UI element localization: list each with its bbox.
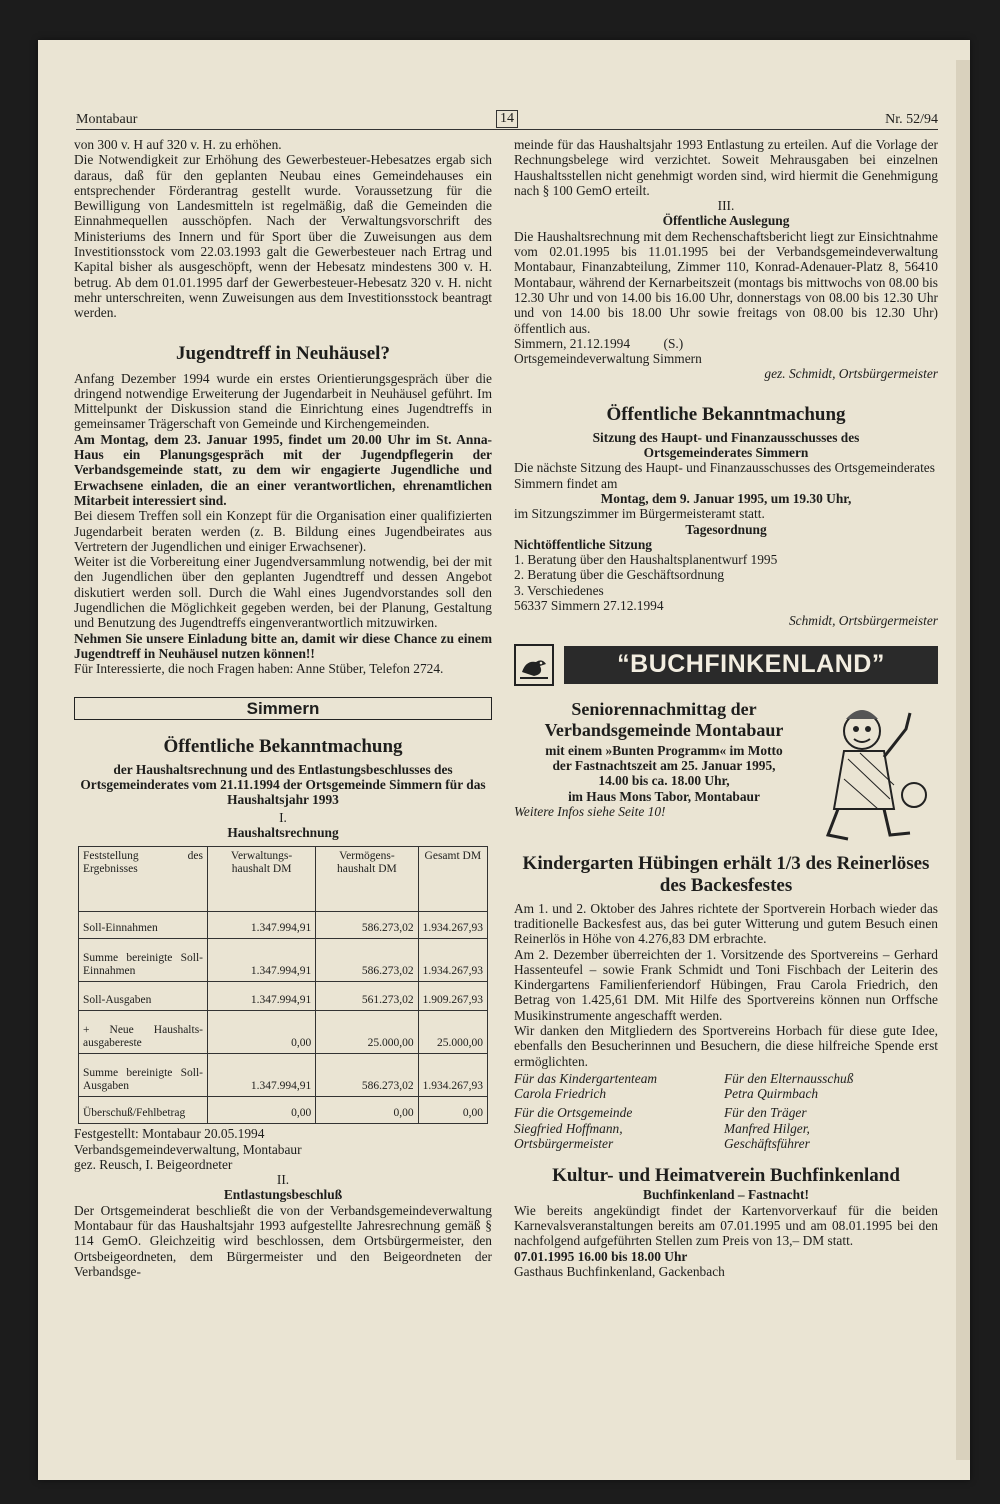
sitzung-date: Montag, dem 9. Januar 1995, um 19.30 Uhr, [600,490,852,506]
jugendtreff-p5: Nehmen Sie unsere Einladung bitte an, damit wir diese Chance zu einem Jugendtreff in Neuhäusel nutzen können!! [74,630,492,661]
kultur-subtitle: Buchfinkenland – Fastnacht! [643,1187,809,1203]
table-cell: Überschuß/Fehlbetrag [79,1097,208,1124]
clown-illustration-icon [814,699,934,845]
tagesordnung-heading: Tagesordnung [685,521,767,537]
entlastung-heading: Entlastungsbeschluß [223,1187,343,1203]
agenda-item: 1. Beratung über den Haushaltsplanentwurf 1995 [514,552,778,568]
roman-i: I. [279,809,287,825]
bekanntmachung-2-title: Öffentliche Bekanntmachung [606,403,846,425]
signature-title: Geschäftsführer [724,1136,810,1152]
jugendtreff-p2: Am Montag, dem 23. Januar 1995, findet um 20.00 Uhr im St. Anna-Haus ein Planungsgespräch mit der Jugendpflegerin der Verbandsgemeinde statt, zu dem wir engagierte Jugendliche und Erwachsene einladen, die an einer verantwortlichen, ehrenamtlichen Mitarbeit interessiert sind. [74,431,492,508]
right-column [514,137,938,1279]
page-edge [956,60,970,1460]
bekanntmachung-2-p1: Die nächste Sitzung des Haupt- und Finanzausschusses des Ortsgemeinderates Simmern findet am [514,460,935,491]
bekanntmachung-2-signature: Schmidt, Ortsbürgermeister [788,613,938,629]
page-header [76,110,938,132]
table-row [79,1097,488,1124]
haushalt-table [78,846,488,1124]
signature-name: Manfred Hilger, [724,1120,810,1136]
senioren-line: 14.00 bis ca. 18.00 Uhr, [598,773,730,789]
table-cell: 1.347.994,91 [208,1054,316,1097]
table-cell: 0,00 [208,1097,316,1124]
kindergarten-p1: Am 1. und 2. Oktober des Jahres richtete der Sportverein Horbach wieder das traditionelle Backesfest aus, das bei guter Witterung und gutem Besuch einen Reinerlös in Höhe von 4.276,83 DM erbrachte. [514,900,938,947]
kultur-paragraph: Wie bereits angekündigt findet der Kartenvorverkauf für die beiden Karnevalsveranstaltungen bereits am 07.01.1995 und am 08.01.1995 bei den nachfolgend aufgeführten Stellen zum Preis von 13,– DM statt. [514,1202,938,1249]
signature-block [514,1071,724,1102]
roman-ii: II. [276,1172,290,1188]
festgestellt-sign: gez. Reusch, I. Beigeordneter [74,1156,233,1172]
intro-line: von 300 v. H auf 320 v. H. zu erhöhen. [74,137,282,152]
bekanntmachung-2-subtitle: Sitzung des Haupt- und Finanzausschusses des Ortsgemeinderates Simmern [592,429,860,461]
table-cell: 1.347.994,91 [208,939,316,982]
table-cell: + Neue Haushalts-ausgabereste [79,1011,208,1054]
table-cell: Summe bereinigte Soll-Einnahmen [79,939,208,982]
kultur-place: Gasthaus Buchfinkenland, Gackenbach [514,1263,725,1279]
jugendtreff-p6: Für Interessierte, die noch Fragen haben: Anne Stüber, Telefon 2724. [74,661,444,677]
table-cell: 1.347.994,91 [208,982,316,1011]
kultur-title: Kultur- und Heimatverein Buchfinkenland [552,1165,900,1187]
kindergarten-p3: Wir danken den Mitgliedern des Sportvereins Horbach für diese gute Idee, ebenfalls den Besucherinnen und Besuchern, die diese hilfreiche Spende erst ermöglichten. [514,1022,938,1069]
senioren-hint: Weitere Infos siehe Seite 10! [514,803,666,819]
auslegung-place: Simmern, 21.12.1994 (S.) [514,335,684,351]
table-header-row [79,847,488,912]
table-cell: 1.347.994,91 [208,912,316,939]
bekanntmachung-1-title: Öffentliche Bekanntmachung [163,735,403,757]
table-cell: 586.273,02 [316,912,418,939]
page-number: 14 [496,110,518,128]
issue-number: Nr. 52/94 [885,112,938,127]
auslegung-signature: gez. Schmidt, Ortsbürgermeister [764,366,938,382]
signature-role: Für die Ortsgemeinde [514,1105,633,1121]
table-header-cell: Vermögens-haushalt DM [316,847,418,912]
senioren-line: mit einem »Bunten Programm« im Motto [545,742,783,758]
table-cell: 561.273,02 [316,982,418,1011]
table-cell: 586.273,02 [316,939,418,982]
signature-name: Siegfried Hoffmann, [514,1120,623,1136]
table-cell: 0,00 [208,1011,316,1054]
table-cell: Summe bereinigte Soll-Ausgaben [79,1054,208,1097]
entlastung-paragraph: Der Ortsgemeinderat beschließt die von der Verbandsgemeindeverwaltung Montabaur für das Haushaltsjahr 1993 aufgestellte Jahresrechnung gemäß § 114 GemO. Gleichzeitig wird beschlossen, dem Ortsbürgermeister, den Ortsbeigeordneten, dem Bürgermeister und den Beigeordneten der Verbandsge- [74,1202,492,1279]
table-cell: 1.934.267,93 [418,912,487,939]
table-cell: Soll-Ausgaben [79,982,208,1011]
kindergarten-title: Kindergarten Hübingen erhält 1/3 des Reinerlöses des Backesfestes [522,852,930,896]
senioren-text [514,699,814,819]
signature-block [724,1105,934,1151]
senioren-title-1: Seniorennachmittag der [571,698,757,719]
bekanntmachung-2-p2: im Sitzungszimmer im Bürgermeisteramt statt. [514,506,765,522]
buchfinkenland-banner [514,645,938,685]
bekanntmachung-2-place: 56337 Simmern 27.12.1994 [514,598,664,614]
table-cell: 0,00 [316,1097,418,1124]
auslegung-heading: Öffentliche Auslegung [662,213,790,229]
signature-block [724,1071,934,1102]
bekanntmachung-1-subtitle: der Haushaltsrechnung und des Entlastungsbeschlusses des Ortsgemeinderates vom 21.11.1994 der Ortsgemeinde Simmern für das Haushaltsjahr 1993 [80,761,486,808]
table-row [79,912,488,939]
kindergarten-p2: Am 2. Dezember überreichten der 1. Vorsitzende des Sportvereins – Gerhard Hassenteufel – sowie Frank Schmidt und Toni Fischbach der Leiterin des Kindergartens Familienferiendorf Hübingen, Frau Carola Friedrich, den Betrag von 1.425,61 DM. Mit Hilfe des Sportvereins können nun Orffsche Musikinstrumente angeschafft werden. [514,946,938,1023]
festgestellt-line: Festgestellt: Montabaur 20.05.1994 [74,1126,265,1142]
haushaltsrechnung-heading: Haushaltsrechnung [227,824,339,840]
agenda-item: 2. Beratung über die Geschäftsordnung [514,567,725,583]
table-row [79,939,488,982]
table-cell: 25.000,00 [418,1011,487,1054]
section-box-simmern: Simmern [74,697,492,720]
signature-row [514,1105,938,1151]
senioren-line: der Fastnachtszeit am 25. Januar 1995, [552,757,776,773]
header-town: Montabaur [76,112,138,127]
senioren-line: im Haus Mons Tabor, Montabaur [568,788,760,804]
jugendtreff-p1: Anfang Dezember 1994 wurde ein erstes Orientierungsgespräch über die dringend notwendige Erweiterung der Jugendarbeit in Neuhäusel geführt. Im Mittelpunkt der Diskussion stand die Einrichtung eines Jugendtreffs in gemeinsamer Trägerschaft von Gemeinde und Kirchengemeinden. [74,370,492,432]
table-header-cell: Gesamt DM [418,847,487,912]
jugendtreff-p4: Weiter ist die Vorbereitung einer Jugendversammlung notwendig, bei der mit den Jugendlichen über den geplanten Jugendtreff und dessen Angebot diskutiert werden soll. Durch die Wahl eines Jugendvorstandes soll den Jugendlichen die Möglichkeit gegeben werden, bei der Planung, Gestaltung und Benutzung des Jugendtreffs eingenverantwortlich mitzuwirken. [74,554,492,631]
signature-block [514,1105,724,1151]
table-row [79,1054,488,1097]
table-header-cell: Verwaltungs-haushalt DM [208,847,316,912]
kultur-time: 07.01.1995 16.00 bis 18.00 Uhr [514,1248,688,1264]
jugendtreff-title: Jugendtreff in Neuhäusel? [176,342,390,364]
agenda-item: 3. Verschiedenes [514,582,604,598]
table-header-cell: Feststellung des Ergebnisses [79,847,208,912]
jugendtreff-p3: Bei diesem Treffen soll ein Konzept für die Organisation einer qualifizierten Jugendarbeit beraten werden (z. B. Bildung eines Jugendbeirates aus Vertretern der Jugendlichen und einiger Erwachsener). [74,508,492,554]
banner-title: “BUCHFINKENLAND” [564,646,938,684]
table-row [79,1011,488,1054]
signature-row [514,1071,938,1102]
table-cell: 586.273,02 [316,1054,418,1097]
table-cell: 25.000,00 [316,1011,418,1054]
signature-role: Für den Elternausschuß [724,1070,854,1086]
signature-role: Für das Kindergartenteam [514,1070,658,1086]
roman-iii: III. [717,198,735,214]
left-column [74,137,492,1279]
entlastung-continued: meinde für das Haushaltsjahr 1993 Entlastung zu erteilen. Auf die Vorlage der Rechnungsbelege wird verzichtet. Soweit Mehrausgaben bei einzelnen Haushaltsstellen nicht genehmigt worden sind, wird hiermit die Genehmigung nach § 100 GemO erteilt. [514,137,938,198]
header-rule [76,129,938,130]
signature-title: Ortsbürgermeister [514,1136,614,1152]
intro-paragraph: Die Notwendigkeit zur Erhöhung des Gewerbesteuer-Hebesatzes ergab sich daraus, daß für den geplanten Neubau eines Gemeindehauses ein entsprechender Förderantrag gestellt wurde. Voraussetzung für die Bewilligung von Landesmitteln ist regelmäßig, daß die Gemeinden die Einnahmequellen ausschöpfen. Nach der Verwaltungsvorschrift des Ministeriums des Innern und für Sport über die Zuweisungen aus dem Investitionsstock vom 22.03.1993 galt die Gewerbesteuer nach Ertrag und Kapital bisher als ausgeschöpft, wenn der Hebesatz mindestens 300 v. H. betrug. Ab dem 01.01.1995 darf der Gewerbesteuer-Hebesatz 320 v. H. nicht mehr unterschreiten, wenn Zuweisungen aus dem Investitionsstock beantragt werden. [74,152,492,321]
senioren-block [514,699,938,849]
signature-role: Für den Träger [724,1105,807,1121]
festgestellt-org: Verbandsgemeindeverwaltung, Montabaur [74,1141,302,1157]
auslegung-org: Ortsgemeindeverwaltung Simmern [514,351,702,367]
table-cell: 1.934.267,93 [418,1054,487,1097]
table-cell: 0,00 [418,1097,487,1124]
table-cell: Soll-Einnahmen [79,912,208,939]
auslegung-paragraph: Die Haushaltsrechnung mit dem Rechenschaftsbericht liegt zur Einsichtnahme vom 02.01.1995 bis 11.01.1995 bei der Verbandsgemeindeverwaltung Montabaur, Finanzabteilung, Zimmer 110, Konrad-Adenauer-Platz 8, 56410 Montabaur, während der Kernarbeitszeit (montags bis mittwochs von 08.00 bis 12.30 Uhr und von 14.00 bis 16.00 Uhr, donnerstags von 08.00 bis 12.30 Uhr und von 14.00 bis 18.00 Uhr sowie freitags von 08.00 bis 12.30 Uhr) öffentlich aus. [514,228,938,336]
bird-logo-icon [514,644,554,686]
table-cell: 1.909.267,93 [418,982,487,1011]
table-row [79,982,488,1011]
table-cell: 1.934.267,93 [418,939,487,982]
signature-name: Petra Quirmbach [724,1086,819,1102]
signature-name: Carola Friedrich [514,1086,607,1102]
nichtoeffentlich-heading: Nichtöffentliche Sitzung [514,536,652,552]
senioren-title-2: Verbandsgemeinde Montabaur [544,719,784,740]
